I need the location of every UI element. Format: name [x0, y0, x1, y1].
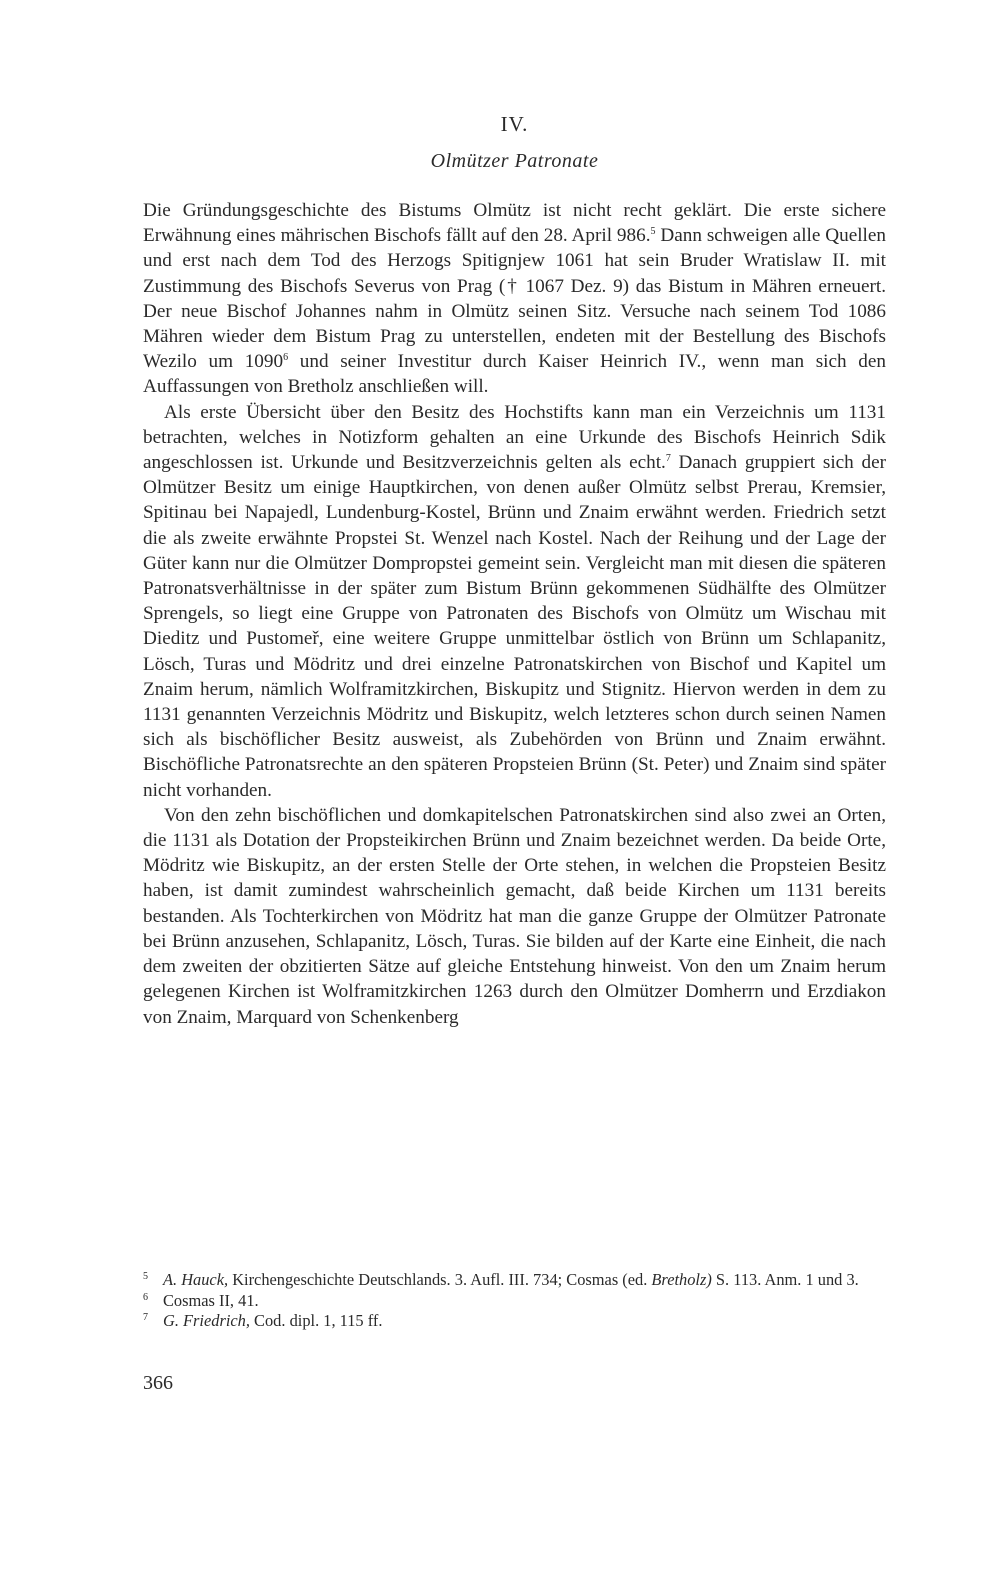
footnote-text: Cosmas II, 41.: [163, 1290, 259, 1310]
paragraph-text: und seiner Investitur durch Kaiser Heinrich IV., wenn man sich den Auffassungen von Bretholz anschließen will.: [143, 351, 886, 398]
footnote-text: Cod. dipl. 1, 115 ff.: [249, 1311, 383, 1331]
paragraph-text: Dann schweigen alle Quellen und erst nach dem Tod des Herzogs Spitignjew 1061 hat sein Bruder Wratislaw II. mit Zustimmung des Bischofs Severus von Prag († 1067 Dez. 9) das Bistum in Mähren erneuert. Der neue Bischof Johannes nahm in Olmütz seinen Sitz. Versuche nach seinem Tod 1086 Mähren wieder dem Bistum Prag zu unterstellen, endeten mit der Bestellung des Bischofs Wezilo um 1090: [143, 225, 886, 373]
paragraph-text: Die Gründungsgeschichte des Bistums Olmütz ist nicht recht geklärt. Die erste sichere Erwähnung eines mährischen Bischofs fällt auf den 28. April 986.: [143, 200, 886, 247]
footnote-author: A. Hauck,: [163, 1270, 229, 1289]
footnotes: [143, 1270, 886, 1332]
footnote-5: 5 A. Hauck, Kirchengeschichte Deutschlands. 3. Aufl. III. 734; Cosmas (ed. Bretholz) S. 113. Anm. 1 und 3.: [143, 1270, 859, 1289]
footnote-text: Kirchengeschichte Deutschlands. 3. Aufl. III. 734; Cosmas (ed.: [228, 1270, 652, 1289]
footnote-7: 7 G. Friedrich, Cod. dipl. 1, 115 ff.: [143, 1311, 383, 1331]
paragraph-text: Danach gruppiert sich der Olmützer Besitz um einige Hauptkirchen, von denen außer Olmütz selbst Prerau, Kremsier, Spitinau bei Napajedl, Lundenburg-Kostel, Brünn und Znaim erwähnt werden. Friedrich setzt die als zweite erwähnte Propstei St. Wenzel nach Kostel. Nach der Reihung und der Lage der Güter kann nur die Olmützer Dompropstei gemeint sein. Vergleicht man mit diesen die späteren Patronatsverhältnisse in der später zum Bistum Brünn gekommenen Südhälfte des Olmützer Sprengels, so liegt eine Gruppe von Patronaten des Bischofs von Olmütz um Wischau mit Dieditz und Pustomeř, eine weitere Gruppe unmittelbar östlich von Brünn um Schlapanitz, Lösch, Turas und Mödritz und drei einzelne Patronatskirchen von Bischof und Kapitel um Znaim herum, nämlich Wolframitzkirchen, Biskupitz und Stignitz. Hiervon werden in dem zu 1131 genannten Verzeichnis Mödritz und Biskupitz, welch letzteres schon durch seinen Namen sich als bischöflicher Besitz ausweist, als Zubehörden von Brünn und Znaim erwähnt. Bischöfliche Patronatsrechte an den späteren Propsteien Brünn (St. Peter) und Znaim sind später nicht vorhanden.: [143, 452, 886, 801]
paragraph-3: [143, 803, 886, 1030]
chapter-number: IV.: [500, 112, 529, 136]
body-text: [143, 198, 886, 1030]
footnote-editor: Bretholz): [651, 1270, 712, 1289]
footnote-6: 6 Cosmas II, 41.: [143, 1290, 259, 1310]
paragraph-text: Von den zehn bischöflichen und domkapitelschen Patronatskirchen sind also zwei an Orten, die 1131 als Dotation der Propsteikirchen Brünn und Znaim bezeichnet werden. Da beide Orte, Mödritz wie Biskupitz, an der ersten Stelle der Orte stehen, in welchen die Propsteien Besitz haben, ist damit zumindest wahrscheinlich gemacht, daß beide Kirchen um 1131 bereits bestanden. Als Tochterkirchen von Mödritz hat man die ganze Gruppe der Olmützer Patronate bei Brünn anzusehen, Schlapanitz, Lösch, Turas. Sie bilden auf der Karte eine Einheit, die nach dem zweiten der obzitierten Sätze auf gleiche Entstehung hinweist. Von den um Znaim herum gelegenen Kirchen ist Wolframitzkirchen 1263 durch den Olmützer Domherrn und Erzdiakon von Znaim, Marquard von Schenkenberg: [143, 804, 886, 1028]
page-number: 366: [143, 1372, 173, 1394]
paragraph-2: [143, 400, 886, 803]
footnote-ref-6: 6: [283, 352, 289, 364]
footnote-author: G. Friedrich,: [163, 1311, 250, 1331]
paragraph-text: Als erste Übersicht über den Besitz des Hochstifts kann man ein Verzeichnis um 1131 betrachten, welches in Notizform gehalten an eine Urkunde des Bischofs Heinrich Sdik angeschlossen ist. Urkunde und Besitzverzeichnis gelten als echt.: [143, 401, 886, 474]
footnote-ref-7: 7: [665, 453, 671, 465]
footnote-text: S. 113. Anm. 1 und 3.: [711, 1270, 859, 1289]
book-page: [143, 0, 886, 1584]
footnote-ref-5: 5: [650, 226, 656, 238]
chapter-title: Olmützer Patronate: [430, 150, 599, 172]
paragraph-1: [143, 198, 886, 400]
